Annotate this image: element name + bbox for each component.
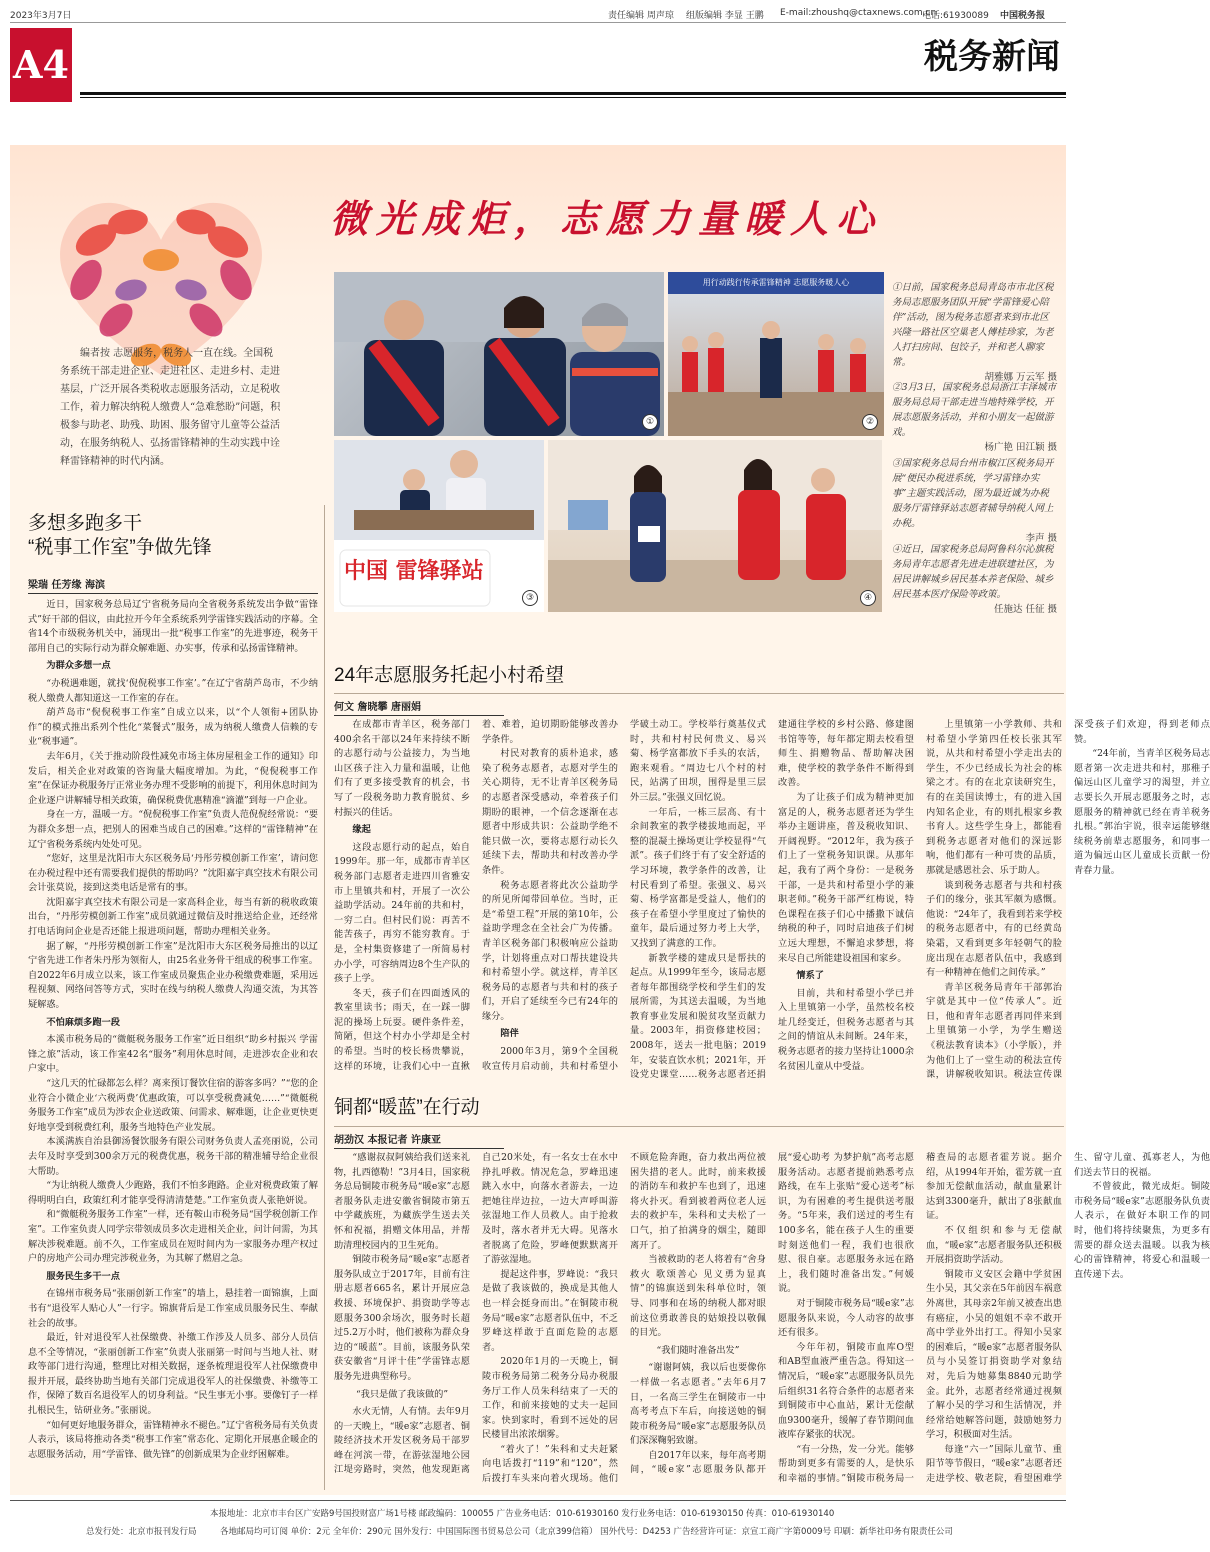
footer-contact-line: 本报地址：北京市丰台区广安路9号国投财富广场1号楼 邮政编码：100055 广告业务电话：010-61930160 发行业务电话：010-61930150 传真：010-61930140	[210, 1509, 835, 1519]
article-3-headline: 铜都“暖蓝”在行动	[334, 1097, 480, 1118]
photo-caption-2	[892, 380, 1057, 455]
feature-title: 微光成炬，志愿力量暖人心	[330, 196, 883, 241]
article-paragraph: 对于铜陵市税务局“暖e家”志愿服务队来说，今人动容的故事还有很多。	[778, 1297, 914, 1339]
article-subheading: “我们随时准备出发”	[656, 1344, 740, 1356]
article-3-body	[334, 1151, 1210, 1491]
article-subheading: 陪伴	[500, 1028, 519, 1040]
article-paragraph: 一年后，一栋三层高、有十余间教室的教学楼拔地而起，平整的混凝土操场更让学校显得“气派”。孩子们终于有了安全舒适的学习环境，教学条件的改善，让村民看到了希望。张强义、易兴菊、杨学富都是受益人，他们的孩子在希望小学里度过了愉快的童年，最后通过努力考上大学，又找到了满意的工作。	[630, 806, 766, 949]
column-divider	[324, 505, 325, 1490]
article-paragraph: 本溪满族自治县御汤餐饮服务有限公司财务负责人孟亮丽说，公司去年及时享受到300余万元的税费优惠，税务干部的精准辅导给企业很大帮助。	[28, 1136, 318, 1177]
article-2-rule	[334, 693, 1064, 694]
article-paragraph: 上里镇第一小学教师、共和村希望小学第四任校长张其军说，从共和村希望小学走出去的学生，不少已经成长为社会的栋梁之才。有的在北京读研究生，有的在美国读博士，有的进入国内知名企业，有的则扎根家乡教书育人。这些学生身上，都能看到税务志愿者对他们的深远影响，他们都有一种可贵的品质，那就是感恩社会、乐于助人。	[926, 719, 1062, 876]
photo-2-banner: 用行动践行传承雷锋精神 志愿服务暖人心	[668, 272, 884, 294]
photo-4-image	[548, 440, 882, 612]
article-paragraph: “24年前，当青羊区税务局志愿者第一次走进共和村，那稚子偏远山区儿童学习的渴望，并立志要长久开展志愿服务之时，志愿服务的精神就已经在青羊税务扎根。”郭治宇说，很幸运能够继续税务前辈志愿服务，和同事一道为偏远山区儿童成长贡献一份青春力量。	[1074, 748, 1210, 876]
photo-number-3: ③	[522, 590, 538, 606]
contact-email[interactable]: E-mail:zhoushq@ctaxnews.com.cn	[780, 8, 937, 18]
article-subheading: 为群众多想一点	[46, 660, 111, 672]
photo-caption-1	[892, 280, 1057, 385]
caption-1-text: ①日前，国家税务总局青岛市市北区税务局志愿服务团队开展“学雷锋爱心陪伴”活动，图为税务志愿者来到市北区兴隆一路社区空巢老人傅桂珍家，为老人打扫房间、包饺子，并和老人聊家常。	[892, 282, 1054, 368]
footer-distribution: 总发行处：北京市报刊发行局	[86, 1527, 197, 1537]
caption-2-text: ②3月3日，国家税务总局浙江丰泽城市服务局总局干部走进当地特殊学校，开展志愿服务活动，并和小朋友一起做游戏。	[892, 382, 1057, 438]
caption-1-credit: 胡雅娜 万云军 摄	[984, 372, 1057, 383]
article-paragraph: 当被救助的老人将着有“舍身救火 歌颂善心 见义勇为显真情”的锦旗送到朱科单位时，领导、同事和在场的纳税人都对眼前这位勇敢善良的姑娘投以敬佩的目光。	[630, 1254, 766, 1339]
page-header	[10, 4, 1066, 23]
article-paragraph: 据了解，“丹彤劳模创新工作室”是沈阳市大东区税务局推出的以辽宁省先进工作者朱丹彤为领衔人，由25名业务骨干组成的税事工作室。自2022年6月成立以来，该工作室成员聚焦企业办税缴费难题，采用远程视频、网络问答等方式，实时在线与纳税人缴费人沟通交流，为其答疑解惑。	[28, 940, 318, 1011]
photo-caption-4	[892, 542, 1057, 617]
article-paragraph: 去年6月，《关于推动阶段性减免市场主体房屋租金工作的通知》印发后，相关企业对政策的咨询量大幅度增加。为此，“倪倪税事工作室”在保证办税服务厅正常业务办理不受影响的前提下，利用休息时间为企业逐户讲解辅导相关政策，确保税费优惠精准“滴灌”到每一户企业。	[28, 750, 318, 806]
article-paragraph: 税务志愿者将此次公益助学的所见所闻带回单位。当时，正是“希望工程”开展的第10年，公益助学理念在全社会广为传播。青羊区税务部门积极响应公益助学，计划将重点对口帮扶建设共和村希望小学。就这样，青羊区税务局的志愿者与共和村的孩子们，开启了延续至今已有24年的缘分。	[482, 879, 618, 1022]
photo-3-image	[334, 440, 544, 612]
caption-4-credit: 任施达 任征 摄	[993, 604, 1057, 615]
photo-number-2: ②	[862, 414, 878, 430]
photo-lei-feng-station	[334, 440, 544, 612]
article-paragraph: 铜陵市税务局“暖e家”志愿者服务队成立于2017年，目前有注册志愿者665名，累计开展应急救援、环境保护、捐资助学等志愿服务300余场次，服务时长超过5.2万小时，他们被称为群众身边的“暖蓝”。目前，该服务队荣获安徽省“月评十佳”学雷锋志愿服务先进典型称号。	[334, 1254, 470, 1382]
article-paragraph: 村民对教育的质朴追求，感染了税务志愿者，志愿对学生的关心期待，无不让青羊区税务局的志愿者深受感动，牵着孩子们期盼的眼神，一个信念逐渐在志愿者中形成共识：公益助学绝不能只做一次，要将志愿行动长久延续下去，帮助共和村改善办学条件。	[482, 748, 618, 876]
photo-number-4: ④	[860, 590, 876, 606]
layout-editor: 组版编辑 李显 王鹏	[686, 11, 764, 21]
article-1-byline: 梁瑞 任芳缘 海滨	[28, 576, 318, 594]
article-subheading: 缘起	[352, 824, 371, 836]
article-paragraph: 这段志愿行动的起点，始自1999年。那一年，成都市青羊区税务部门志愿者走进四川省雅安市上里镇共和村，开展了一次公益助学活动。24年前的共和村，一穷二白。但村民们说：再苦不能苦孩子，再穷不能穷教育。于是，全村集资修建了一所简易村办小学，可容纳周边8个生产队的孩子上学。	[334, 841, 470, 985]
article-paragraph: 自2017年以来，每年高考期间，“暖e家”志愿服务队都开展“爱心助考 为梦护航”高考志愿服务活动。志愿者提前熟悉考点路线，在车上张贴“爱心送考”标识，为有困难的考生提供送考服务。“5年来，我们送过的考生有100多名，能在孩子人生的重要时刻送他们一程，我们也很欣慰、很自豪。志愿服务永远在路上，我们随时准备出发。”何媛说。	[630, 1152, 914, 1476]
article-paragraph: 为了让孩子们成为精神更加富足的人，税务志愿者还为学生举办主题讲座，普及税收知识、开阔视野。“2012年，我为孩子们上了一堂税务知识课。从那年起，我有了两个身份：一是税务干部，一是共和村希望小学的兼职老师。”税务干部严红梅说，特色课程在孩子们心中播撒下诚信纳税的种子，同时启迪孩子们树立远大理想，不懈追求梦想，将来尽自己所能建设祖国和家乡。	[778, 791, 914, 964]
article-paragraph: “感谢叔叔阿姨给我们送来礼物，扎西德勒！”3月4日，国家税务总局铜陵市税务局“暖e家”志愿者服务队走进安徽省铜陵市第五中学藏族班，为藏族学生送去关怀和祝福，捐赠文体用品，并帮助清理校园内的卫生死角。	[334, 1152, 470, 1251]
page-footer	[10, 1500, 1066, 1549]
article-2-byline: 何文 詹晓攀 唐丽娟	[334, 698, 504, 716]
article-1-headline	[28, 512, 318, 560]
article-paragraph: “谢谢阿姨，我以后也要像你一样做一名志愿者。”去年6月7日，一名高三学生在铜陵市一中高考考点下车后，向接送她的铜陵市税务局“暖e家”志愿服务队员们深深鞠躬致谢。	[630, 1362, 766, 1447]
article-paragraph: 和“微艇税务服务工作室”一样，还有鞍山市税务局“国学税创新工作室”。工作室负责人同学宗带领成员多次走进相关企业，问计问需，为其解决涉税难题。前不久，工作室成员在短时间内为一家服务办理产权过户的房地产公司办理完涉税业务，为其解了燃眉之急。	[28, 1209, 318, 1265]
article-paragraph: “着火了！”朱科和丈夫赶紧向电话拨打“119”和“120”，然后拨打车头来向着火现场。他们不顾危险奔跑，奋力救出两位被困失措的老人。此时，前来救援的消防车和救护车也到了，迅速将火扑灭。看到被着两位老人远去的救护车，朱科和丈夫松了一口气，拍了拍满身的烟尘，随即离开了。	[482, 1152, 766, 1485]
article-paragraph: 2000年3月，第9个全国税收宣传月启动前，共和村希望小学破土动工。学校举行奠基仪式时，共和村村民何贵义、易兴菊、杨学富都放下手头的农活，跑来观看。“周边七八个村的村民，站满了田坝，围得是里三层外三层。”张强义回忆说。	[482, 719, 766, 1072]
photo-3-sign: 中国 雷锋驿站	[344, 558, 484, 584]
page-number: A4	[10, 28, 72, 102]
photo-special-school-games	[668, 272, 884, 436]
article-paragraph: 铜陵市义安区会籍中学贫困生小吴，其父亲在5年前因车祸意外离世，其母亲2年前又被查出患有癌症，小吴的姐姐不幸不敢开高中学业外出打工。得知小吴家的困难后，“暖e家”志愿者服务队员与小吴签订捐资助学对象结对，先后为她募集8840元助学金。此外，志愿者经常通过视频了解小吴的学习和生活情况，并经常给她解答问题，鼓励她努力学习，积极面对生活。	[926, 1268, 1062, 1441]
article-paragraph: 沈阳嘉宇真空技术有限公司是一家高科企业，每当有新的税收政策出台，“丹彤劳模创新工作室”成员就通过微信及时推送给企业，还经常打电话询问企业是否还能上报进项问题，帮助办理相关业务。	[28, 896, 318, 938]
article-paragraph: “您好，这里是沈阳市大东区税务局‘丹彤劳模创新工作室’，请问您在办税过程中还有需要我们提供的帮助吗？”沈阳嘉宇真空技术有限公司会计张莫说，接到这类电话是常有的事。	[28, 853, 318, 894]
article-paragraph: 近日，国家税务总局辽宁省税务局向全省税务系统发出争做“雷锋式”好干部的倡议，由此拉开今年全系统系列学雷锋实践活动的序幕。全省14个市级税务机关中，涌现出一批“税事工作室”的先进事迹，税务干部用自己的实际行动为群众解难题、办实事，传承和弘扬雷锋精神。	[28, 599, 318, 654]
issue-date: 2023年3月7日	[10, 11, 72, 21]
editor-note: 编者按 志愿服务，税务人一直在线。全国税务系统干部走进企业、走进社区、走进乡村、走进基层，广泛开展各类税收志愿服务活动，立足税收工作，着力解决纳税人缴费人“急难愁盼”问题，积极参与助老、助残、助困、服务留守儿童等公益活动，在服务纳税人、弘扬雷锋精神的生动实践中诠释雷锋精神的时代内涵。	[60, 348, 281, 467]
article-paragraph: “有一分热，发一分光。能够帮助到更多有需要的人，是快乐和幸福的事情。”铜陵市税务局一稽查局的志愿者霍芳说。据介绍，从1994年开始，霍芳就一直参加无偿献血活动，献血量累计达到3300毫升，献出了8张献血证。	[778, 1152, 1062, 1485]
article-paragraph: 2020年1月的一天晚上，铜陵市税务局第二税务分局办税服务厅工作人员朱科结束了一天的工作，和前来接她的丈夫一起回家。快到家时，看到不远处的居民楼冒出浓浓烟雾。	[482, 1356, 618, 1441]
header-rule-thin	[80, 97, 1066, 98]
section-title: 税务新闻	[924, 37, 1060, 77]
contact-phone: 电话:61930089	[922, 11, 989, 21]
article-paragraph: “为让纳税人缴费人少跑路，我们不怕多跑路。企业对税费政策了解得明明白白，政策红利才能享受得清清楚楚。”工作室负责人张艳妍说。	[28, 1180, 318, 1206]
article-paragraph: 冬天，孩子们在四面透风的教室里读书；雨天，在一踩一脚泥的操场上玩耍。硬件条件差，简陋，但这个村办小学却是全村的希望。当时的校长杨贵攀说，这样的环境，让我们心中一直揪着、难着，迫切期盼能够改善办学条件。	[334, 719, 618, 1072]
article-paragraph: 新教学楼的建成只是帮扶的起点。从1999年至今，该局志愿者每年都围绕学校和学生们的发展所需，为其送去温暖，为当地教育事业发展和脱贫攻坚贡献力量。2003年，捐资修建校园；2008年，送去一批电脑；2019年，安装直饮水机；2021年，开设党史课堂……税务志愿者还捐建通往学校的乡村公路、修建图书馆等等，每年都定期去校看望师生、捐赠物品、帮助解决困难，使学校的教学条件不断得到改善。	[630, 719, 914, 1081]
caption-2-credit: 杨广艳 田江颖 摄	[984, 442, 1057, 453]
footer-subscription-line: 各地邮局均可订阅 单价：2元 全年价：290元 国外发行：中国国际图书贸易总公司（北京399信箱） 国外代号：D4253 广告经营许可证：京宣工商广字第0009号 印刷：新华社印务有限责任公司	[220, 1527, 953, 1537]
article-1-title-line2: “税事工作室”争做先锋	[28, 537, 212, 558]
photo-number-1: ①	[642, 414, 658, 430]
article-paragraph: 不曾彼此，微光成炬。铜陵市税务局“暖e家”志愿服务队负责人表示，在做好本职工作的同时，他们将持续聚焦，为更多有需要的群众送去温暖。以我为核心的雷锋精神，将爱心和温暖一直传递下去。	[1074, 1181, 1210, 1280]
article-paragraph: 青羊区税务局青年干部郭治宇就是其中一位“传承人”。近日，他和青年志愿者再同伴来到上里镇第一小学，为学生赠送《税法教育读本》（小学版），并为他们上了一堂生动的税法宣传课，讲解税收知识。税法宣传课深受孩子们欢迎，得到老师点赞。	[926, 719, 1210, 1081]
article-subheading: 不怕麻烦多跑一段	[46, 1016, 120, 1028]
article-paragraph: 目前，共和村希望小学已并入上里镇第一小学，虽然校名校址几经变迁，但税务志愿者与其之间的情谊从未间断。24年来，税务志愿者的接力坚持让1000余名贫困儿童从中受益。	[778, 987, 914, 1072]
article-paragraph: 身在一方，温暖一方。“倪倪税事工作室”负责人范倪倪经常说：“要为群众多想一点，把别人的困难当成自己的困难。”这样的“雷锋精神”在辽宁省税务系统内处处可见。	[28, 809, 318, 850]
article-paragraph: 不仅组织和参与无偿献血，“暖e家”志愿者服务队还积极开展捐资助学活动。	[926, 1224, 1062, 1266]
article-2-body	[334, 718, 1210, 1086]
article-paragraph: “办税遇难题，就找‘倪倪税事工作室’。”在辽宁省葫芦岛市，不少纳税人缴费人都知道这一工作室的存在。	[28, 677, 318, 704]
article-paragraph: 本溪市税务局的“微艇税务服务工作室”近日组织“助乡村振兴 学雷锋之旅”活动，该工作室42名“服务”利用休息时间，走进涉农企业和农户家中。	[28, 1034, 318, 1075]
article-paragraph: 在锦州市税务局“张丽创新工作室”的墙上，悬挂着一面锦旗，上面书有“退役军人贴心人”一行字。锦旗背后是工作室成员服务民生、奉献社会的故事。	[28, 1288, 318, 1329]
caption-3-credit: 李声 摄	[1025, 533, 1057, 544]
photo-tax-volunteers-elderly	[334, 272, 664, 436]
article-paragraph: “如何更好地服务群众，雷锋精神永不褪色。”辽宁省税务局有关负责人表示，该局将推动各类“税事工作室”常态化、定期化开展惠企暖企的志愿服务活动，用“学雷锋、做先锋”的创新成果为企业纾困解难。	[28, 1419, 318, 1460]
article-1-title-line1: 多想多跑多干	[28, 513, 143, 534]
article-paragraph: 提起这件事，罗峰说：“我只是做了我该做的，换成是其他人也一样会挺身而出。”在铜陵市税务局“暖e家”志愿者队伍中，不乏罗峰这样敢于直面危险的志愿者。	[482, 1268, 618, 1353]
newspaper-name: 中国税务报	[1000, 11, 1046, 21]
responsible-editor: 责任编辑 周声琼	[608, 11, 674, 21]
article-paragraph: 今年年初，铜陵市血库O型和AB型血液严重告急。得知这一情况后，“暖e家”志愿服务队员先后组织31名符合条件的志愿者来到铜陵市中心血站，累计无偿献血9300毫升，缓解了春节期间血液库存紧张的状况。	[778, 1341, 914, 1441]
article-1-body	[28, 598, 318, 1490]
article-3-rule	[334, 1126, 1064, 1127]
caption-4-text: ④近日，国家税务总局阿鲁科尔沁旗税务局青年志愿者先进走进联建社区，为居民讲解城乡居民基本养老保险、城乡居民基本医疗保险等政策。	[892, 544, 1054, 600]
photo-caption-3	[892, 456, 1057, 546]
article-subheading: “我只是做了我该做的”	[355, 1388, 449, 1400]
article-paragraph: 在成都市青羊区，税务部门400余名干部以24年来持续不断的志愿行动与公益接力，为当地山区孩子注入力量和温暖，让他们有了更多接受教育的机会，书写了一段税务助力教育脱贫、乡村振兴的佳话。	[334, 719, 470, 818]
caption-3-text: ③国家税务总局台州市椒江区税务局开展“便民办税进系统，学习雷锋办实事”主题实践活动，图为最近诚为办税服务厅雷锋驿站志愿者辅导纳税人网上办税。	[892, 458, 1054, 529]
article-subheading: 服务民生多干一点	[46, 1270, 120, 1282]
article-2-headline: 24年志愿服务托起小村希望	[334, 665, 565, 686]
article-subheading: 情系了	[796, 970, 824, 982]
photo-2-image	[668, 272, 884, 436]
article-paragraph: 水火无情，人有情。去年9月的一天晚上，“暖e家”志愿者、铜陵经济技术开发区税务局干部罗峰在河滨一带，在游弦湿地公园江堤旁路时，突然，他发现距离自己20米处，有一名女士在水中挣扎呼救。情况危急，罗峰迅速跳入水中，向落水者游去，一边把她往岸边拉，一边大声呼叫游弦湿地工作人员救人。由于抢救及时，落水者并无大碍。见落水者脱离了危险，罗峰便默默离开了游弦湿地。	[334, 1152, 618, 1476]
header-rule	[80, 92, 1066, 95]
photo-1-image	[334, 272, 664, 436]
article-paragraph: 葫芦岛市“倪倪税事工作室”自成立以来，以“个人领衔+团队协作”的模式推出系列个性化“菜餐式”服务，成为纳税人缴费人信赖的专业“税事通”。	[28, 707, 318, 748]
article-paragraph: “这几天的忙碌都怎么样？离来预订餐饮住宿的游客多吗？”“您的企业符合小微企业‘六税两费’优惠政策，可以享受税费减免……”“微艇税务服务工作室”成员为涉农企业送政策、问需求、解难题，让企业更快更好地享受到税费红利，服务当地特色产业发展。	[28, 1078, 318, 1133]
photo-community-insurance	[548, 440, 882, 612]
article-3-byline: 胡劲汉 本报记者 许康亚	[334, 1131, 504, 1149]
article-paragraph: 谈到税务志愿者与共和村孩子们的缘分，张其军颇为感慨。他说：“24年了，我看到若来学校的税务志愿者中，有的已经黄岛染霜，又看到更多年轻朝气的脸庞出现在志愿者队伍中，我感到有一种精神在他们之间传承。”	[926, 879, 1062, 979]
article-paragraph: 每逢“六一”国际儿童节、重阳节等节假日，“暖e家”志愿者还走进学校、敬老院，看望困难学生、留守儿童、孤寡老人，为他们送去节日的祝福。	[926, 1152, 1210, 1485]
article-paragraph: 最近，针对退役军人社保缴费、补缴工作涉及人员多、部分人员信息不全等情况，“张丽创新工作室”负责人张丽第一时间与当地人社、财政等部门进行沟通，整理比对相关数据，逐条梳理退役军人社保缴费申报并开展，最终协助当地有关部门完成退役军人的社保缴费、补缴等工作，保障了数百名退役军人的切身利益。“民生事无小事。要像钉子一样扎根民生，钻研业务。”张丽说。	[28, 1332, 318, 1417]
